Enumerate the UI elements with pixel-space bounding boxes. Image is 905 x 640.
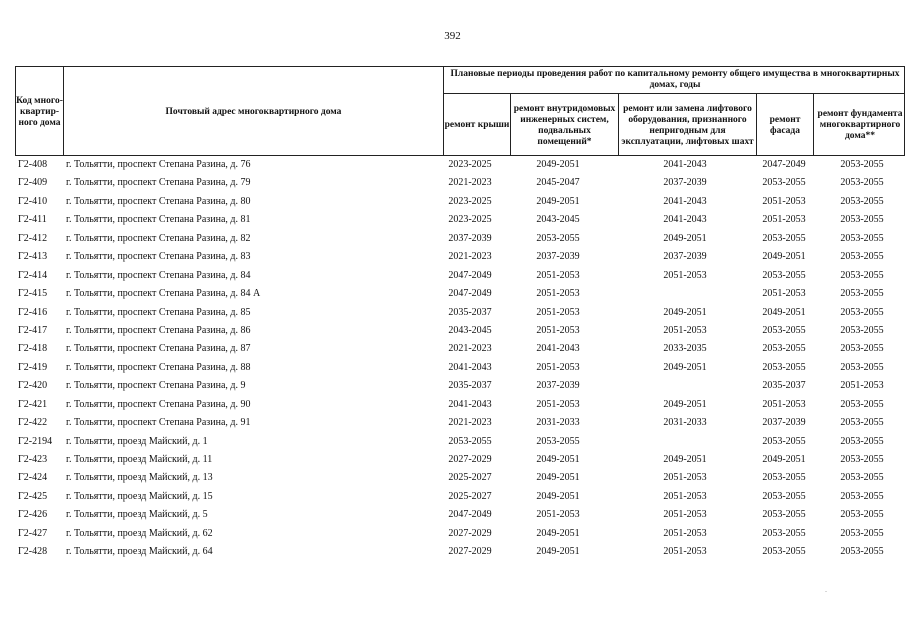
cell-roof: 2023-2025	[448, 214, 492, 226]
cell-code: Г2-428	[18, 546, 48, 558]
cell-foundation: 2053-2055	[840, 288, 884, 300]
cell-foundation: 2053-2055	[840, 435, 884, 447]
cell-lift: 2041-2043	[663, 195, 707, 207]
table-row	[0, 304, 905, 322]
cell-code: Г2-412	[18, 232, 48, 244]
cell-code: Г2-422	[18, 417, 48, 429]
cell-facade: 2051-2053	[762, 398, 806, 410]
cell-roof: 2021-2023	[448, 177, 492, 189]
cell-systems: 2045-2047	[536, 177, 580, 189]
cell-code: Г2-410	[18, 195, 48, 207]
cell-systems: 2051-2053	[536, 509, 580, 521]
cell-foundation: 2053-2055	[840, 472, 884, 484]
table-header	[15, 66, 905, 156]
cell-roof: 2047-2049	[448, 509, 492, 521]
cell-foundation: 2051-2053	[840, 380, 884, 392]
table-row	[0, 230, 905, 248]
cell-foundation: 2053-2055	[840, 546, 884, 558]
cell-facade: 2049-2051	[762, 454, 806, 465]
cell-systems: 2051-2053	[536, 288, 580, 300]
cell-systems: 2041-2043	[536, 343, 580, 355]
cell-lift: 2051-2053	[663, 269, 707, 281]
cell-roof: 2027-2029	[448, 454, 492, 465]
cell-foundation: 2053-2055	[840, 454, 884, 465]
cell-lift: 2051-2053	[663, 509, 707, 521]
table-row	[0, 506, 905, 524]
cell-systems: 2051-2053	[536, 361, 580, 373]
cell-foundation: 2053-2055	[840, 343, 884, 355]
cell-facade: 2035-2037	[762, 380, 806, 392]
cell-systems: 2053-2055	[536, 435, 580, 447]
cell-address: г. Тольятти, проспект Степана Разина, д. 83	[66, 251, 251, 263]
cell-systems: 2037-2039	[536, 251, 580, 263]
cell-address: г. Тольятти, проспект Степана Разина, д. 87	[66, 343, 251, 355]
table-row	[0, 469, 905, 487]
cell-code: Г2-423	[18, 454, 48, 465]
cell-roof: 2027-2029	[448, 527, 492, 539]
table-row	[0, 396, 905, 414]
cell-code: Г2-427	[18, 527, 48, 539]
cell-systems: 2049-2051	[536, 527, 580, 539]
cell-facade: 2051-2053	[762, 288, 806, 300]
cell-lift: 2041-2043	[663, 159, 707, 170]
cell-systems: 2049-2051	[536, 159, 580, 170]
cell-systems: 2051-2053	[536, 324, 580, 336]
cell-address: г. Тольятти, проспект Степана Разина, д. 85	[66, 306, 251, 318]
cell-systems: 2053-2055	[536, 232, 580, 244]
cell-foundation: 2053-2055	[840, 214, 884, 226]
cell-code: Г2-426	[18, 509, 48, 521]
cell-foundation: 2053-2055	[840, 509, 884, 521]
cell-address: г. Тольятти, проезд Майский, д. 1	[66, 435, 208, 447]
cell-systems: 2049-2051	[536, 454, 580, 465]
cell-lift: 2037-2039	[663, 177, 707, 189]
cell-address: г. Тольятти, проезд Майский, д. 11	[66, 454, 213, 465]
cell-address: г. Тольятти, проспект Степана Разина, д. 82	[66, 232, 251, 244]
cell-foundation: 2053-2055	[840, 177, 884, 189]
cell-roof: 2053-2055	[448, 435, 492, 447]
header-periods-title: Плановые периоды проведения работ по капитальному ремонту общего имущества в многоквартирных домах, годы	[450, 69, 900, 90]
cell-facade: 2049-2051	[762, 251, 806, 263]
cell-roof: 2025-2027	[448, 472, 492, 484]
cell-code: Г2-413	[18, 251, 48, 263]
cell-foundation: 2053-2055	[840, 417, 884, 429]
cell-facade: 2049-2051	[762, 306, 806, 318]
table-body	[0, 156, 905, 562]
cell-code: Г2-409	[18, 177, 48, 189]
cell-foundation: 2053-2055	[840, 159, 884, 170]
header-roof: ремонт крыши	[444, 120, 510, 130]
cell-roof: 2023-2025	[448, 159, 492, 170]
cell-code: Г2-414	[18, 269, 48, 281]
cell-foundation: 2053-2055	[840, 195, 884, 207]
cell-lift: 2049-2051	[663, 306, 707, 318]
cell-foundation: 2053-2055	[840, 251, 884, 263]
cell-address: г. Тольятти, проспект Степана Разина, д. 84	[66, 269, 251, 281]
cell-address: г. Тольятти, проезд Майский, д. 62	[66, 527, 213, 539]
cell-address: г. Тольятти, проспект Степана Разина, д. 80	[66, 195, 251, 207]
cell-facade: 2053-2055	[762, 435, 806, 447]
cell-address: г. Тольятти, проспект Степана Разина, д. 86	[66, 324, 251, 336]
cell-lift: 2051-2053	[663, 527, 707, 539]
header-foundation: ремонт фундамента многоквартирного дома**	[817, 109, 903, 141]
cell-facade: 2053-2055	[762, 527, 806, 539]
cell-foundation: 2053-2055	[840, 527, 884, 539]
cell-roof: 2037-2039	[448, 232, 492, 244]
cell-lift: 2049-2051	[663, 232, 707, 244]
cell-facade: 2037-2039	[762, 417, 806, 429]
cell-lift: 2051-2053	[663, 546, 707, 558]
cell-address: г. Тольятти, проспект Степана Разина, д. 79	[66, 177, 251, 189]
cell-foundation: 2053-2055	[840, 490, 884, 502]
cell-lift: 2051-2053	[663, 324, 707, 336]
cell-address: г. Тольятти, проезд Майский, д. 5	[66, 509, 208, 521]
cell-facade: 2053-2055	[762, 232, 806, 244]
header-systems: ремонт внутридомовых инженерных систем, подвальных помещений*	[513, 103, 616, 147]
cell-roof: 2021-2023	[448, 343, 492, 355]
table-row	[0, 193, 905, 211]
cell-roof: 2025-2027	[448, 490, 492, 502]
cell-facade: 2053-2055	[762, 361, 806, 373]
cell-roof: 2035-2037	[448, 380, 492, 392]
cell-facade: 2053-2055	[762, 177, 806, 189]
cell-code: Г2-417	[18, 324, 48, 336]
cell-roof: 2047-2049	[448, 269, 492, 281]
table-row	[0, 267, 905, 285]
cell-facade: 2053-2055	[762, 546, 806, 558]
cell-lift: 2051-2053	[663, 472, 707, 484]
table-row	[0, 211, 905, 229]
cell-systems: 2049-2051	[536, 195, 580, 207]
cell-facade: 2047-2049	[762, 159, 806, 170]
cell-address: г. Тольятти, проспект Степана Разина, д. 81	[66, 214, 251, 226]
header-lift: ремонт или замена лифтового оборудования, признанного непригодным для эксплуатации, лифтовых шахт	[621, 103, 754, 147]
cell-lift: 2031-2033	[663, 417, 707, 429]
cell-facade: 2051-2053	[762, 214, 806, 226]
table-row	[0, 451, 905, 469]
table-row	[0, 433, 905, 451]
cell-code: Г2-411	[18, 214, 47, 226]
cell-lift: 2033-2035	[663, 343, 707, 355]
table-row	[0, 543, 905, 561]
cell-code: Г2-408	[18, 159, 48, 170]
header-address: Почтовый адрес многоквартирного дома	[165, 106, 342, 117]
cell-address: г. Тольятти, проспект Степана Разина, д. 9	[66, 380, 246, 392]
cell-facade: 2053-2055	[762, 269, 806, 281]
page-number: 392	[444, 30, 461, 42]
cell-roof: 2035-2037	[448, 306, 492, 318]
cell-foundation: 2053-2055	[840, 324, 884, 336]
cell-roof: 2021-2023	[448, 251, 492, 263]
cell-systems: 2051-2053	[536, 306, 580, 318]
cell-systems: 2049-2051	[536, 546, 580, 558]
cell-code: Г2-425	[18, 490, 48, 502]
cell-roof: 2047-2049	[448, 288, 492, 300]
cell-code: Г2-421	[18, 398, 48, 410]
cell-code: Г2-415	[18, 288, 48, 300]
cell-foundation: 2053-2055	[840, 269, 884, 281]
cell-foundation: 2053-2055	[840, 361, 884, 373]
cell-systems: 2049-2051	[536, 490, 580, 502]
table-row	[0, 156, 905, 174]
table-row	[0, 248, 905, 266]
table-row	[0, 488, 905, 506]
cell-lift: 2049-2051	[663, 361, 707, 373]
cell-code: Г2-419	[18, 361, 48, 373]
cell-lift: 2049-2051	[663, 454, 707, 465]
cell-roof: 2021-2023	[448, 417, 492, 429]
header-facade: ремонт фасада	[769, 114, 801, 136]
cell-roof: 2041-2043	[448, 361, 492, 373]
cell-code: Г2-416	[18, 306, 48, 318]
cell-lift: 2051-2053	[663, 490, 707, 502]
cell-facade: 2053-2055	[762, 509, 806, 521]
cell-facade: 2053-2055	[762, 343, 806, 355]
cell-facade: 2053-2055	[762, 472, 806, 484]
cell-roof: 2041-2043	[448, 398, 492, 410]
cell-lift: 2041-2043	[663, 214, 707, 226]
cell-roof: 2023-2025	[448, 195, 492, 207]
cell-lift: 2037-2039	[663, 251, 707, 263]
table-row	[0, 340, 905, 358]
cell-systems: 2051-2053	[536, 398, 580, 410]
cell-address: г. Тольятти, проспект Степана Разина, д. 76	[66, 159, 251, 170]
cell-foundation: 2053-2055	[840, 398, 884, 410]
table-row	[0, 285, 905, 303]
cell-systems: 2037-2039	[536, 380, 580, 392]
scan-mark: .	[825, 585, 827, 594]
cell-address: г. Тольятти, проспект Степана Разина, д. 88	[66, 361, 251, 373]
cell-code: Г2-424	[18, 472, 48, 484]
cell-systems: 2051-2053	[536, 269, 580, 281]
cell-facade: 2051-2053	[762, 195, 806, 207]
cell-roof: 2043-2045	[448, 324, 492, 336]
cell-code: Г2-420	[18, 380, 48, 392]
cell-lift: 2049-2051	[663, 398, 707, 410]
cell-systems: 2031-2033	[536, 417, 580, 429]
header-code: Код много-квартир-ного дома	[16, 95, 63, 128]
cell-address: г. Тольятти, проспект Степана Разина, д. 84 А	[66, 288, 261, 300]
cell-systems: 2049-2051	[536, 472, 580, 484]
cell-facade: 2053-2055	[762, 490, 806, 502]
cell-address: г. Тольятти, проезд Майский, д. 15	[66, 490, 213, 502]
table-row	[0, 414, 905, 432]
cell-address: г. Тольятти, проезд Майский, д. 64	[66, 546, 213, 558]
cell-address: г. Тольятти, проспект Степана Разина, д. 91	[66, 417, 251, 429]
table-row	[0, 322, 905, 340]
table-row	[0, 525, 905, 543]
table-row	[0, 359, 905, 377]
cell-address: г. Тольятти, проезд Майский, д. 13	[66, 472, 213, 484]
cell-systems: 2043-2045	[536, 214, 580, 226]
cell-roof: 2027-2029	[448, 546, 492, 558]
cell-facade: 2053-2055	[762, 324, 806, 336]
table-row	[0, 174, 905, 192]
table-row	[0, 377, 905, 395]
cell-address: г. Тольятти, проспект Степана Разина, д. 90	[66, 398, 251, 410]
cell-foundation: 2053-2055	[840, 306, 884, 318]
cell-foundation: 2053-2055	[840, 232, 884, 244]
cell-code: Г2-2194	[18, 435, 53, 447]
cell-code: Г2-418	[18, 343, 48, 355]
